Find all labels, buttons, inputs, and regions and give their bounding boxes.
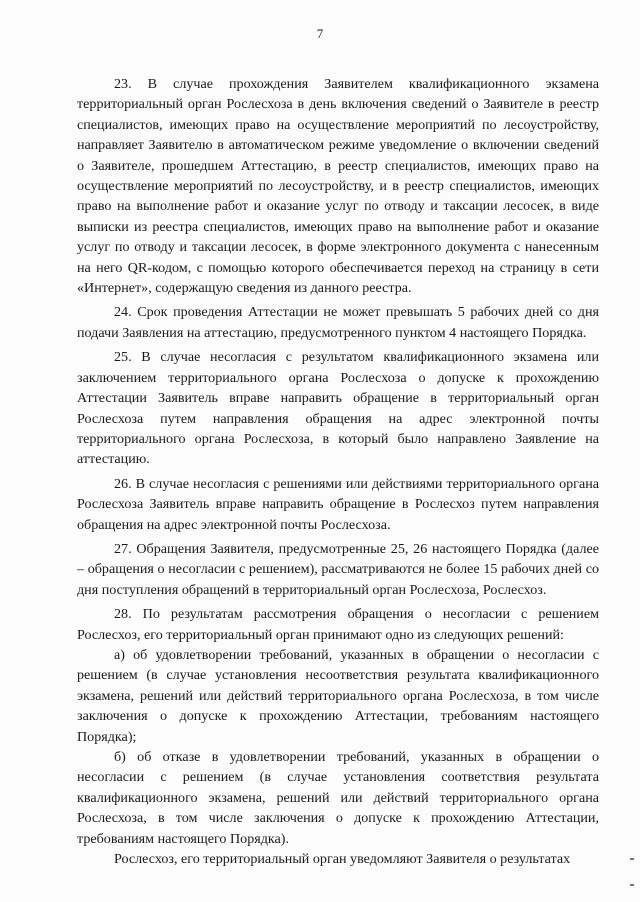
- page-number: 7: [316, 26, 324, 41]
- paragraph-24: 24. Срок проведения Аттестации не может превышать 5 рабочих дней со дня подачи Заявления на аттестацию, предусмотренного пунктом 4 настоящего Порядка.: [77, 304, 599, 341]
- paragraph-28-item-b: б) об отказе в удовлетворении требований, указанных в обращении о несогласии с решением (в случае установления соответствия результата квалификационного экзамена, решений или действий территориального органа Рослесхоза, в том числе заключения о допуске к прохождению Аттестации, требованиям настоящего Порядка).: [77, 749, 599, 847]
- paragraph-28-item-a: а) об удовлетворении требований, указанных в обращении о несогласии с решением (в случае установления несоответствия результата квалификационного экзамена, решений или действий территориального органа Рослесхоза, в том числе заключения о допуске к прохождению Аттестации, требованиям настоящего Порядка);: [77, 646, 599, 745]
- paragraph-23: 23. В случае прохождения Заявителем квалификационного экзамена территориальный орган Рослесхоза в день включения сведений о Заявителе в реестр специалистов, имеющих право на осуществление мероприятий по лесоустройству, направляет Заявителю в автоматическом режиме уведомление о включении сведений о Заявителе, прошедшем Аттестацию, в реестр специалистов, имеющих право на осуществление мероприятий по лесоустройству, и в реестр специалистов, имеющих право на выполнение работ и оказание услуг по отводу и таксации лесосек, в виде выписки из реестра специалистов, имеющих право на выполнение работ и оказание услуг по отводу и таксации лесосек, в форме электронного документа с нанесенным на него QR-кодом, с помощью которого обеспечивается переход на страницу в сети «Интернет», содержащую сведения из данного реестра.: [77, 76, 599, 297]
- paragraph-26: 26. В случае несогласия с решениями или действиями территориального органа Рослесхоза Заявитель вправе направить обращение в Рослесхоз путем направления обращения на адрес электронной почты Рослесхоза.: [77, 475, 599, 533]
- paragraph-notification: Рослесхоз, его территориальный орган уведомляют Заявителя о результатах: [114, 851, 571, 868]
- paragraph-28: 28. По результатам рассмотрения обращения о несогласии с решением Рослесхоз, его территориальный орган принимают одно из следующих решений:: [77, 606, 599, 643]
- paragraph-27: 27. Обращения Заявителя, предусмотренные 25, 26 настоящего Порядка (далее – обращения о несогласии с решением), рассматриваются не более 15 рабочих дней со дня поступления обращений в территориальный орган Рослесхоза, Рослесхоз.: [77, 540, 599, 598]
- paragraph-25: 25. В случае несогласия с результатом квалификационного экзамена или заключением территориального органа Рослесхоза о допуске к прохождению Аттестации Заявитель вправе направить обращение в территориальный орган Рослесхоза путем направления обращения на адрес электронной почты территориального органа Рослесхоза, в который было направлено Заявление на аттестацию.: [77, 349, 599, 468]
- document-body: [77, 74, 599, 869]
- scan-edge-mark: [630, 858, 634, 860]
- scan-edge-mark: [630, 884, 634, 886]
